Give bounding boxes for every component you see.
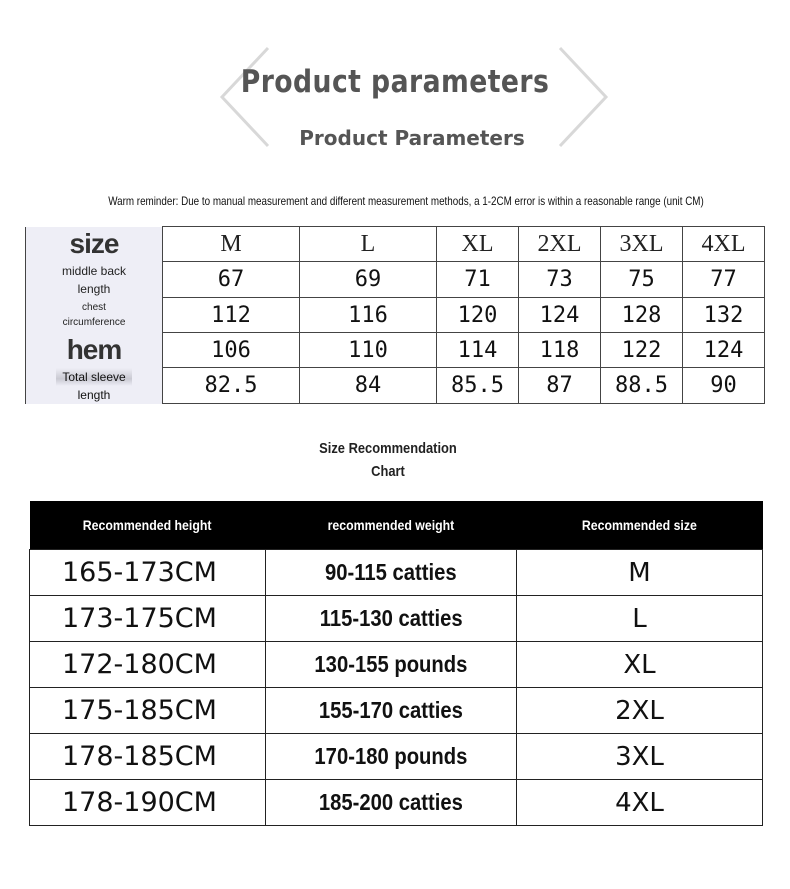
height-cell: 172-180CM: [30, 642, 266, 688]
weight-cell: 170-180 pounds: [266, 734, 517, 780]
table-row: [30, 550, 763, 596]
size-cell: XL: [517, 642, 763, 688]
size-col-header: 4XL: [683, 227, 765, 262]
table-row: [30, 596, 763, 642]
height-cell: 173-175CM: [30, 596, 266, 642]
size-cell: 2XL: [517, 688, 763, 734]
row-label: hem: [26, 333, 163, 368]
table-cell: 128: [601, 298, 683, 333]
row-label: middle back length: [26, 262, 163, 298]
table-cell: 69: [300, 262, 437, 298]
table-cell: 88.5: [601, 368, 683, 404]
size-cell: M: [517, 550, 763, 596]
table-cell: 82.5: [163, 368, 300, 404]
size-corner-label: size: [26, 227, 163, 262]
page-title: Product parameters: [240, 64, 550, 100]
table-row: [30, 642, 763, 688]
table-cell: 87: [519, 368, 601, 404]
table-cell: 116: [300, 298, 437, 333]
weight-cell: 130-155 pounds: [266, 642, 517, 688]
table-cell: 67: [163, 262, 300, 298]
table-cell: 114: [437, 333, 519, 368]
table-row: [26, 368, 765, 404]
height-cell: 165-173CM: [30, 550, 266, 596]
weight-cell: 155-170 catties: [266, 688, 517, 734]
table-cell: 71: [437, 262, 519, 298]
table-cell: 73: [519, 262, 601, 298]
size-col-header: L: [300, 227, 437, 262]
row-label: chest circumference: [26, 298, 163, 333]
recommendation-title: Size Recommendation Chart: [319, 440, 457, 480]
size-col-header: 3XL: [601, 227, 683, 262]
table-row: [30, 734, 763, 780]
table-cell: 85.5: [437, 368, 519, 404]
table-cell: 75: [601, 262, 683, 298]
size-header-row: [26, 227, 765, 262]
size-col-header: 2XL: [519, 227, 601, 262]
table-row: [26, 298, 765, 333]
table-row: [30, 688, 763, 734]
table-row: [26, 333, 765, 368]
recommendation-header-row: [30, 501, 763, 550]
height-cell: 178-185CM: [30, 734, 266, 780]
table-cell: 106: [163, 333, 300, 368]
table-cell: 84: [300, 368, 437, 404]
weight-cell: 115-130 catties: [266, 596, 517, 642]
table-cell: 110: [300, 333, 437, 368]
size-cell: 4XL: [517, 780, 763, 826]
size-col-header: M: [163, 227, 300, 262]
table-cell: 124: [519, 298, 601, 333]
measurement-reminder: Warm reminder: Due to manual measurement and different measurement methods, a 1-2CM error is within a reasonable range (unit CM): [108, 194, 704, 208]
table-cell: 132: [683, 298, 765, 333]
recommendation-table: [29, 501, 763, 826]
height-cell: 175-185CM: [30, 688, 266, 734]
row-label: Total sleeve length: [26, 368, 163, 404]
table-row: [26, 262, 765, 298]
table-cell: 112: [163, 298, 300, 333]
table-cell: 120: [437, 298, 519, 333]
size-col-header: XL: [437, 227, 519, 262]
weight-cell: 90-115 catties: [266, 550, 517, 596]
table-cell: 77: [683, 262, 765, 298]
weight-cell: 185-200 catties: [266, 780, 517, 826]
table-cell: 122: [601, 333, 683, 368]
table-row: [30, 780, 763, 826]
size-table: [25, 226, 765, 404]
size-cell: 3XL: [517, 734, 763, 780]
table-cell: 124: [683, 333, 765, 368]
column-header: recommended weight: [266, 501, 517, 550]
column-header: Recommended height: [30, 501, 266, 550]
height-cell: 178-190CM: [30, 780, 266, 826]
table-cell: 90: [683, 368, 765, 404]
column-header: Recommended size: [517, 501, 763, 550]
page-subtitle: Product Parameters: [299, 126, 525, 150]
table-cell: 118: [519, 333, 601, 368]
size-cell: L: [517, 596, 763, 642]
